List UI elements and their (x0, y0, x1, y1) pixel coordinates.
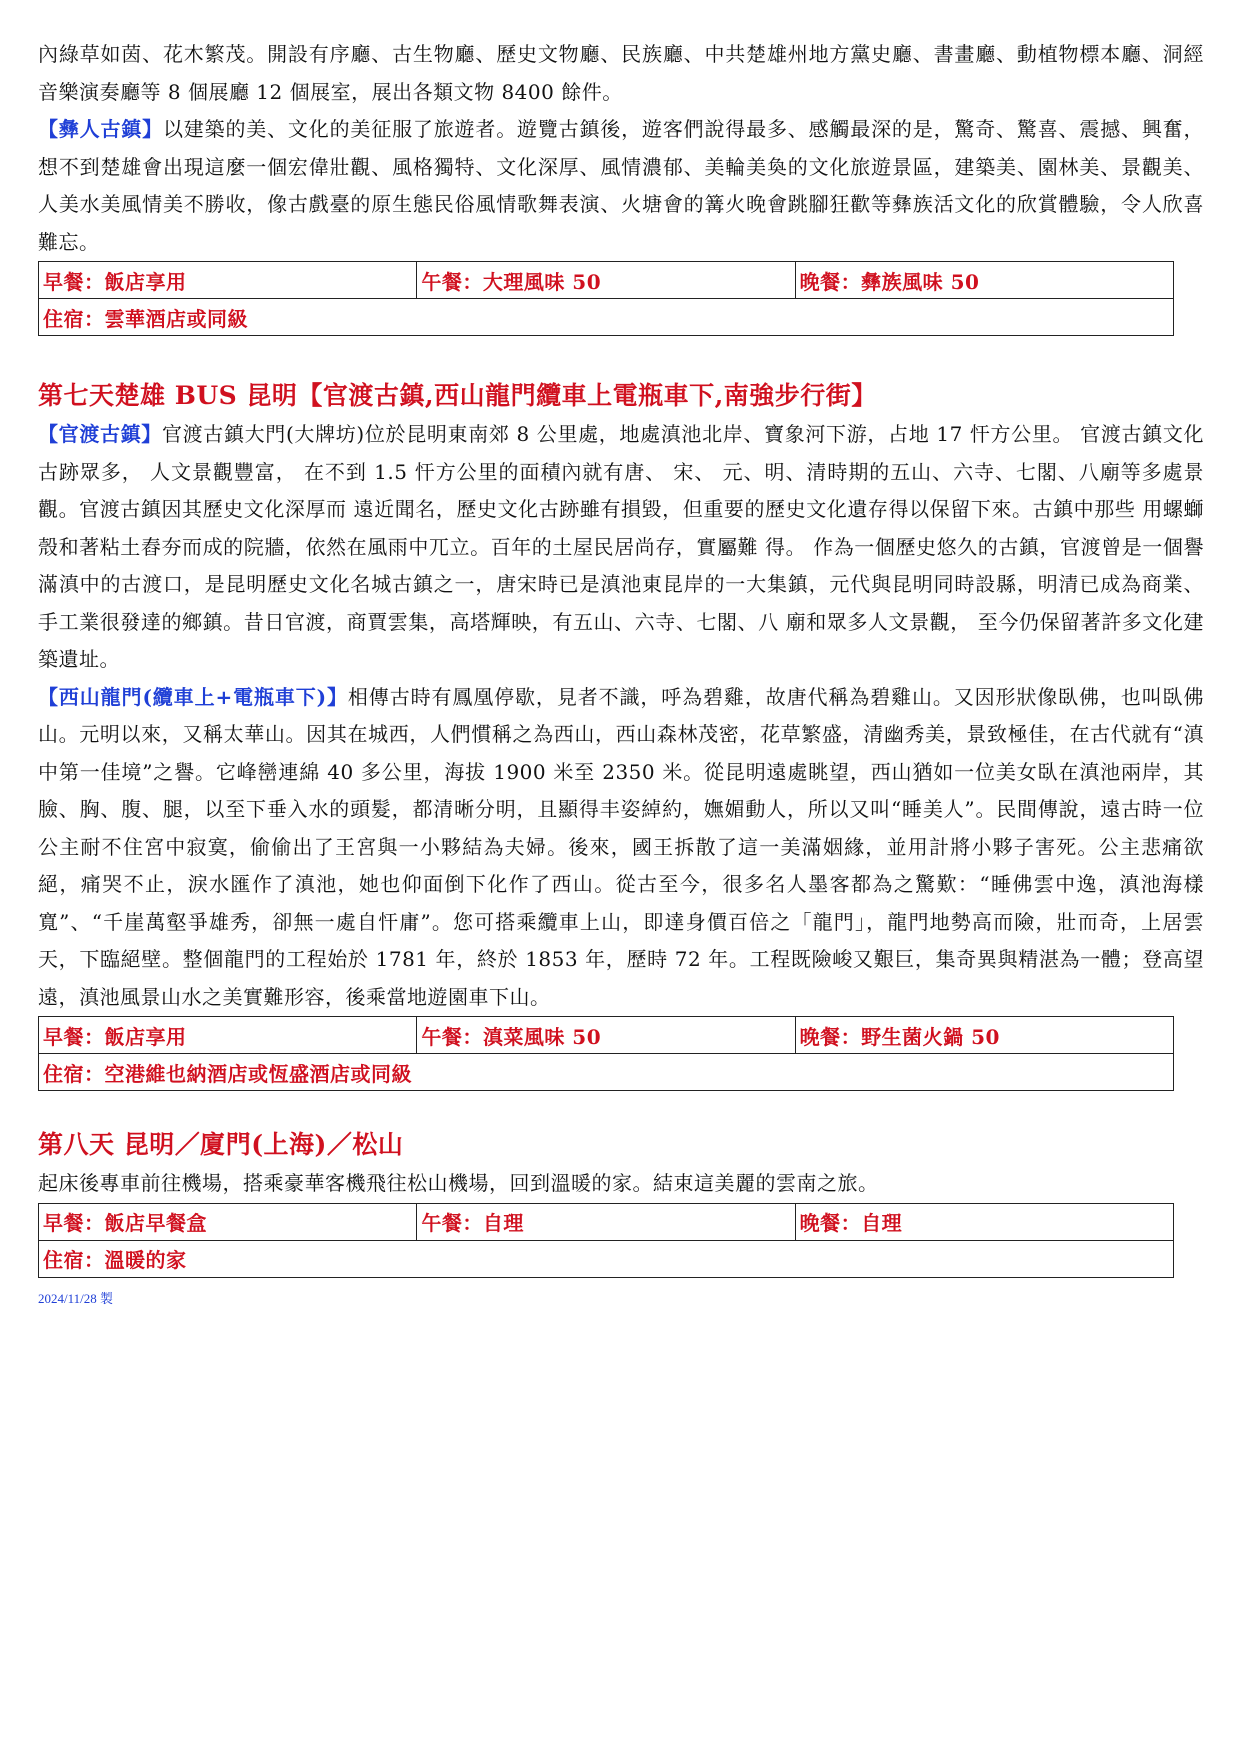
day8-heading: 第八天 昆明／廈門(上海)／松山 (38, 1130, 404, 1159)
guandu-section (38, 416, 1204, 679)
day8-text: 起床後專車前往機場，搭乘豪華客機飛往松山機場，回到溫暖的家。結束這美麗的雲南之旅。 (38, 1171, 879, 1195)
table-row (39, 1240, 1174, 1277)
lunch-cell: 午餐：大理風味 50 (417, 262, 795, 299)
table-row (39, 1017, 1174, 1054)
day8-meal-table (38, 1203, 1174, 1278)
breakfast-cell: 早餐：飯店享用 (39, 262, 417, 299)
lodging-cell: 住宿：溫暖的家 (39, 1240, 1174, 1277)
document-date-footer: 2024/11/28 製 (38, 1290, 113, 1306)
lodging-cell: 住宿：空港維也納酒店或恆盛酒店或同級 (39, 1054, 1174, 1091)
guandu-text: 官渡古鎮大門(大牌坊)位於昆明東南郊 8 公里處，地處滇池北岸、寶象河下游，占地 17 忓方公里。 官渡古鎮文化古跡眾多， 人文景觀豐富， 在不到 1.5 忓方公里的面積內就有唐、 宋、 元、明、清時期的五山、六寺、七閣、八廟等多處景觀。官渡古鎮因其歷史文化深厚而 遠近聞名，歷史文化古跡雖有損毀，但重要的歷史文化遺存得以保留下來。古鎮中那些 用螺螄殼和著粘土舂夯而成的院牆，依然在風雨中兀立。百年的土屋民居尚存，實屬難 得。 作為一個歷史悠久的古鎮，官渡曾是一個譽滿滇中的古渡口，是昆明歷史文化名城古鎮之一，唐宋時已是滇池東昆岸的一大集鎮，元代與昆明同時設縣，明清已成為商業、手工業很發達的鄉鎮。昔日官渡，商賈雲集，高塔輝映，有五山、六寺、七閣、八 廟和眾多人文景觀， 至今仍保留著許多文化建築遺址。 (38, 422, 1204, 671)
table-row (39, 1203, 1174, 1240)
breakfast-cell: 早餐：飯店享用 (39, 1017, 417, 1054)
yiren-tag: 【彝人古鎮】 (38, 117, 163, 141)
lunch-cell: 午餐：滇菜風味 50 (417, 1017, 795, 1054)
yiren-text: 以建築的美、文化的美征服了旅遊者。遊覽古鎮後，遊客們說得最多、感觸最深的是，驚奇、驚喜、震撼、興奮，想不到楚雄會出現這麼一個宏偉壯觀、風格獨特、文化深厚、風情濃郁、美輪美奐的文化旅遊景區，建築美、園林美、景觀美、人美水美風情美不勝收，像古戲臺的原生態民俗風情歌舞表演、火塘會的篝火晚會跳腳狂歡等彝族活文化的欣賞體驗，令人欣喜難忘。 (38, 117, 1205, 254)
table-row (39, 262, 1174, 299)
breakfast-cell: 早餐：飯店早餐盒 (39, 1203, 417, 1240)
day7-meal-table (38, 1016, 1174, 1091)
lodging-cell: 住宿：雲華酒店或同級 (39, 299, 1174, 336)
dinner-cell: 晚餐：彝族風味 50 (795, 262, 1173, 299)
xishan-section (38, 679, 1204, 1017)
museum-description: 內綠草如茵、花木繁茂。開設有序廳、古生物廳、歷史文物廳、民族廳、中共楚雄州地方黨史廳、書畫廳、動植物標本廳、洞經音樂演奏廳等 8 個展廳 12 個展室，展出各類文物 8400 餘件。 (38, 42, 1204, 104)
yiren-section (38, 111, 1204, 261)
day6-meal-table (38, 261, 1174, 336)
xishan-tag: 【西山龍門(纜車上+電瓶車下)】 (38, 684, 348, 709)
table-row (39, 299, 1174, 336)
day7-heading: 第七天楚雄 BUS 昆明【官渡古鎮,西山龍門纜車上電瓶車下,南強步行街】 (38, 381, 877, 410)
itinerary-page (38, 36, 1204, 1307)
dinner-cell: 晚餐：野生菌火鍋 50 (795, 1017, 1173, 1054)
lunch-cell: 午餐：自理 (417, 1203, 795, 1240)
xishan-text: 相傳古時有鳳凰停歇，見者不識，呼為碧雞，故唐代稱為碧雞山。又因形狀像臥佛，也叫臥佛山。元明以來，又稱太華山。因其在城西，人們慣稱之為西山，西山森林茂密，花草繁盛，清幽秀美，景致極佳，在古代就有“滇中第一佳境”之譽。它峰巒連綿 40 多公里，海拔 1900 米至 2350 米。從昆明遠處眺望，西山猶如一位美女臥在滇池兩岸，其臉、胸、腹、腿，以至下垂入水的頭髮，都清晰分明，且顯得丰姿綽約，嫵媚動人，所以又叫“睡美人”。民間傳說，遠古時一位公主耐不住宮中寂寞，偷偷出了王宮與一小夥結為夫婦。後來，國王拆散了這一美滿姻緣，並用計將小夥子害死。公主悲痛欲絕，痛哭不止，淚水匯作了滇池，她也仰面倒下化作了西山。從古至今，很多名人墨客都為之驚歎：“睡佛雲中逸，滇池海樣寬”、“千崖萬壑爭雄秀，卻無一處自忓庸”。您可搭乘纜車上山，即達身價百倍之「龍門」，龍門地勢高而險，壯而奇，上居雲天，下臨絕壁。整個龍門的工程始於 1781 年，終於 1853 年，歷時 72 年。工程既險峻又艱巨，集奇異與精湛為一體；登高望遠，滇池風景山水之美實難形容，後乘當地遊園車下山。 (38, 684, 1205, 1009)
table-row (39, 1054, 1174, 1091)
dinner-cell: 晚餐：自理 (795, 1203, 1173, 1240)
guandu-tag: 【官渡古鎮】 (38, 422, 162, 446)
